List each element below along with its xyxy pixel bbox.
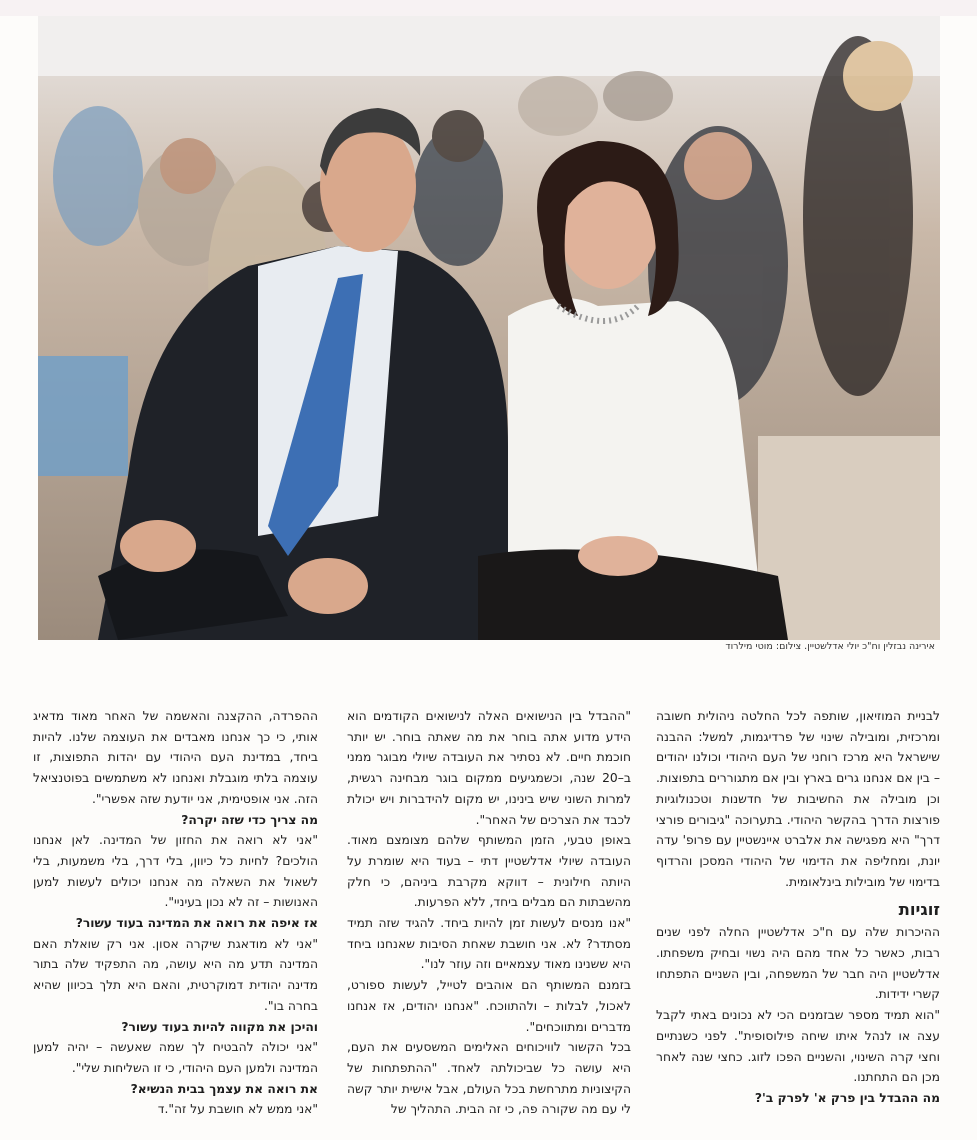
section-heading: זוגיות [898, 900, 940, 920]
paragraph: ההיכרות שלה עם ח"כ אדלשטיין החלה לפני שנים רבות, כאשר כל אחד מהם היה נשוי ובחיק משפחתו. אדלשטיין היה חבר של המשפחה, ובין השניים התפתחו קשרי ידידות. [656, 925, 940, 1002]
column-middle [347, 706, 631, 1120]
article-photo [38, 16, 940, 640]
paragraph: "אני יכולה להבטיח לך שמה שאעשה – יהיה למען המדינה ולמען העם היהודי, כי זו השליחות שלי". [33, 1040, 318, 1075]
photo-caption: אירינה נבזלין וח"כ יולי אדלשטיין. צילום: מוטי מילרוד [725, 641, 935, 652]
paragraph: "אני לא רואה את החזון של המדינה. לאן אנחנו הולכים? לחיות כל כיוון, בלי דרך, בלי משמעות, בלי לשאול את השאלה מה אנחנו יכולים לעשות למען האנושות – זה לא נכון בעיניי". [33, 833, 318, 910]
top-strip [0, 0, 977, 16]
interview-question: והיכן את מקווה להיות בעוד עשור? [121, 1019, 318, 1034]
paragraph: בזמנם המשותף הם אוהבים לטייל, לעשות ספורט, לאכול, לבלות – ולהתווכח. "אנחנו יהודים, אז אנחנו מדברים ומתווכחים". [347, 978, 631, 1034]
paragraph: "אני ממש לא חושבת על זה".ד [157, 1102, 318, 1117]
interview-question: את רואה את עצמך בבית הנשיא? [130, 1081, 318, 1096]
interview-question: מה ההבדל בין פרק א' לפרק ב'? [754, 1090, 940, 1105]
interview-question: אז איפה את רואה את המדינה בעוד עשור? [75, 916, 318, 931]
paragraph: בכל הקשור לוויכוחים האלימים המשסעים את העם, היא עושה כל שביכולתה לאחד. "ההתפתחות של הקיצוניות מתרחשת בכל העולם, אבל אישית יותר קשה לי עם מה שקורה פה, כי זה הבית. התהליך של [347, 1040, 631, 1117]
paragraph: "הוא תמיד מספר שבזמנים הכי לא נכונים באתי לקבל עצה או לנהל איתו שיחה פילוסופית". לפני כשנתיים וחצי קרה השינוי, והשניים הפכו לזוג. כחצי שנה לאחר מכן הם התחתנו. [656, 1008, 940, 1085]
interview-question: מה צריך כדי שזה יקרה? [181, 812, 318, 827]
paragraph: "אני לא מודאגת שיקרה אסון. אני רק שואלת האם המדינה תדע מה היא עושה, מה התפקיד שלה בתור מדינה יהודית דמוקרטית, והאם היא תלך בכיוון שהיא בחרה בו". [33, 936, 318, 1013]
paragraph: "אנו מנסים לעשות זמן להיות ביחד. להגיד שזה תמיד מסתדר? לא. אני חושבת שאחת הסיבות שאנחנו ביחד היא ששנינו מאוד עצמאיים וזה עוזר לנו". [347, 916, 631, 972]
column-right [656, 706, 940, 1109]
paragraph: באופן טבעי, הזמן המשותף שלהם מצומצם מאוד. העובדה שיולי אדלשטיין דתי – בעוד היא שומרת על היותה חילונית – דווקא מקרבת ביניהם, כי חלק מהשבתות הם מבלים ביחד, ללא הפרעות. [347, 833, 631, 910]
paragraph: ההפרדה, ההקצנה והאשמה של האחר מאוד מדאיג אותי, כי כך אנחנו מאבדים את העוצמה שלנו. להיות ביחד, במדינת העם היהודי עם יהדות התפוצות, זו עוצמה בלתי מוגבלת ואנחנו לא משתמשים בפוטנציאל הזה. אני אופטימית, אני יודעת שזה אפשרי". [33, 709, 318, 806]
photo-illustration [38, 16, 940, 640]
paragraph: לבניית המוזיאון, שותפה לכל החלטה ניהולית חשובה ומרכזית, ומובילה שינוי של פרדיגמות, למשל: ההבנה שישראל היא מרכז רוחני של העם היהודי וכולנו יהודים – בין אם אנחנו גרים בארץ ובין אם מתגוררים בתפוצות. וכן מובילה את החשיבות של חדשנות וטכנולוגיות פורצות הדרך בהקשר היהודי. בתערוכה "גיבורים פורצי דרך" היא מפגישה את אלברט איינשטיין עם פרופ' עדה יונת, ומחליפה את הדימוי של היהודי המסכן והרדוף בדימוי של מובילות בינלאומית. [656, 709, 940, 889]
column-left [33, 706, 318, 1120]
paragraph: "ההבדל בין הנישואים האלה לנישואים הקודמים הוא הידע מדוע אתה בוחר את מה שאתה בוחר. יש יותר חוכמת חיים. לא נסתיר את העובדה שיולי מבוגר ממני ב–20 שנה, וכשמגיעים ממקום בוגר מבחינה רגשית, למרות השוני שיש בינינו, יש מקום להידברות ויש יכולת לכבד את הצרכים של האחר". [347, 709, 631, 827]
